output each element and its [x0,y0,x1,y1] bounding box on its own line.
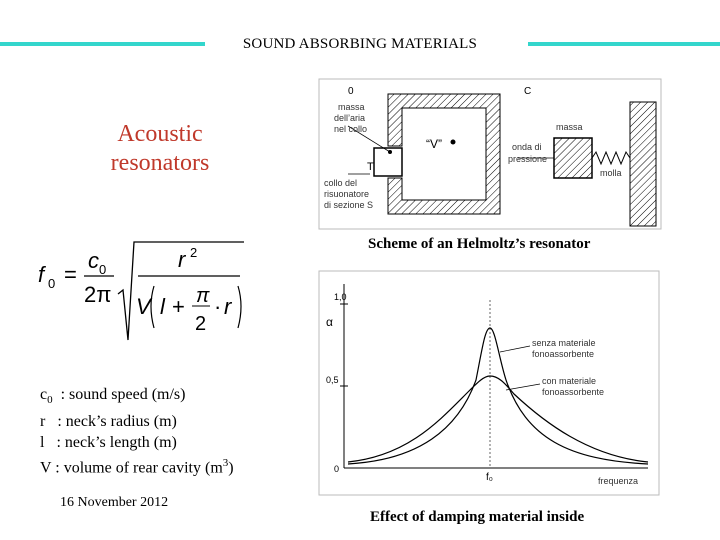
formula-c: c [88,248,99,273]
slide-title: SOUND ABSORBING MATERIALS [242,36,478,52]
formula-two: 2 [195,313,207,335]
graph-caption: Effect of damping material inside [370,509,585,525]
label-no-material-1: senza materiale [532,338,596,348]
graph-x-label: frequenza [598,476,639,486]
volume-dot [451,140,456,145]
formula-r-exp: 2 [190,245,198,260]
legend-symbol: l [40,434,45,452]
graph-f0: f₀ [486,472,493,483]
resonance-formula [30,238,260,346]
formula-c-sub: 0 [99,262,107,277]
legend-symbol: V [40,459,52,477]
graph-y-zero: 0 [334,464,340,474]
formula-paren-left [151,286,154,328]
mass-neck-dot [388,150,392,154]
formula-r2: r [224,294,232,319]
label-with-material-1: con materiale [542,376,597,386]
legend-item-r [40,411,234,432]
helmholtz-scheme [318,78,662,230]
graph-y-mid: 0,5 [326,375,339,385]
neck-air-mass [374,148,402,176]
label-neck-3: di sezione S [324,200,374,210]
formula-dot: · [214,294,222,319]
graph-y-top: 1,0 [334,292,347,302]
legend-tail: ) [228,459,234,477]
legend-text: : neck’s length (m) [44,434,177,452]
formula-l: l [160,294,165,319]
label-no-material-2: fonoassorbente [532,349,595,359]
scheme-caption: Scheme of an Helmoltz’s resonator [368,236,591,252]
formula-paren-right [238,286,241,328]
legend-text: : sound speed (m/s) [52,386,186,403]
legend-subscript: 0 [47,394,53,407]
formula-r: r [178,247,186,272]
graph-alpha: α [326,315,333,329]
legend-superscript: 3 [222,457,229,470]
slide-date: 16 November 2012 [60,495,169,510]
legend-item-V [40,453,234,478]
formula-equals: = [64,262,77,287]
label-with-material-2: fonoassorbente [542,387,605,397]
label-neck-2: risuonatore [324,189,370,199]
section-title [60,120,260,178]
legend-text: : volume of rear cavity (m [51,459,223,477]
label-pressure-1: onda di [512,142,542,152]
label-mass-neck-2: dell’aria [334,113,366,123]
formula-f: f [38,262,45,287]
formula-pi: π [196,285,210,307]
legend-item-c0 [40,384,234,411]
section-title-line-1: Acoustic [117,121,203,147]
fixed-wall [630,102,656,226]
formula-plus: + [172,294,185,319]
label-spring: molla [600,168,622,178]
legend-symbol: r [40,413,46,431]
label-c: C [524,86,532,97]
legend-item-l [40,432,234,453]
label-volume: “V” [426,137,442,151]
analog-mass [554,138,592,178]
label-mass: massa [556,122,583,132]
label-neck-1: collo del [324,178,358,188]
symbol-legend [40,384,234,479]
absorption-graph [318,270,660,496]
formula-f-sub: 0 [48,276,56,291]
legend-symbol: c [40,386,48,403]
formula-V: V [136,294,151,319]
label-t: T [367,161,374,173]
label-pressure-2: pressione [508,154,548,164]
legend-text: : neck’s radius (m) [45,413,177,431]
label-zero: 0 [348,86,354,97]
label-mass-neck-3: nel collo [334,124,368,134]
section-title-line-2: resonators [110,150,210,176]
formula-2pi: 2π [84,282,112,307]
label-mass-neck-1: massa [338,102,365,112]
